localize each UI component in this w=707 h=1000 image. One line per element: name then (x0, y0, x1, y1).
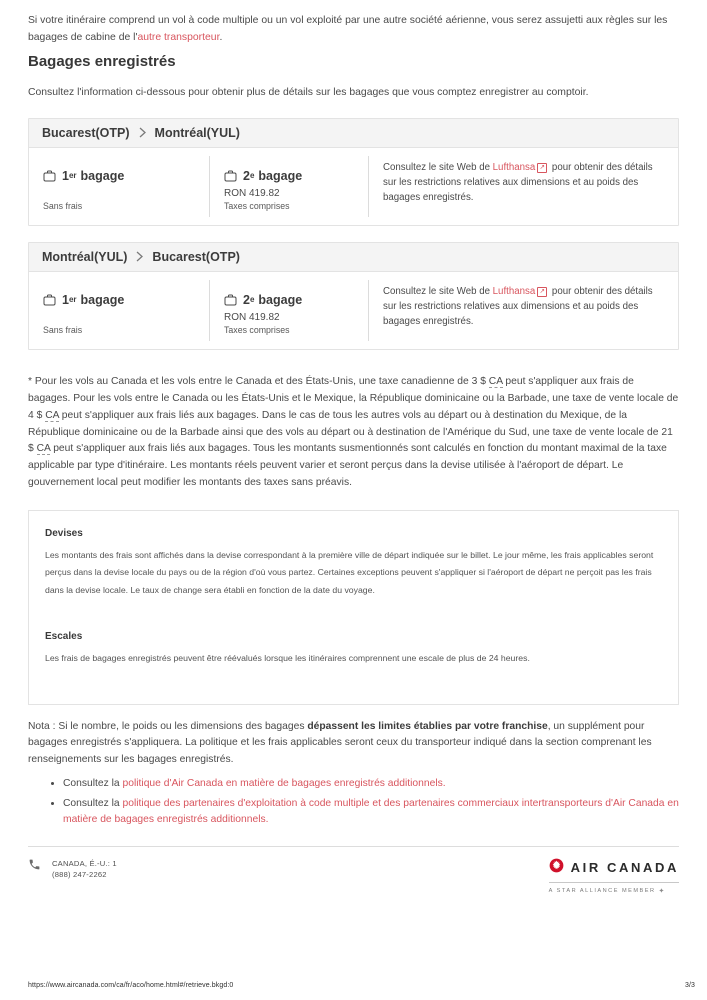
policy-link-list (28, 776, 679, 828)
text-segment: * Pour les vols au Canada et les vols entre le Canada et des États-Unis, une taxe canadienne de 3 $ (28, 375, 489, 387)
bag-note: Taxes comprises (224, 200, 290, 211)
tax-disclaimer (28, 374, 679, 492)
card-body (29, 148, 678, 225)
logo-wordmark: AIR CANADA (570, 860, 679, 876)
route-from: Bucarest(OTP) (42, 125, 130, 140)
carrier-info (368, 156, 678, 217)
bag-price (43, 312, 195, 324)
text-segment: Si votre itinéraire comprend un vol à code multiple ou un vol exploité par une autre société aérienne, vous serez assujetti aux règles sur les bagages de cabine de l' (28, 15, 668, 43)
maple-leaf-roundel-icon (549, 858, 564, 878)
text-segment: pour obtenir des détails sur les restrictions relatives aux dimensions et au poids des bagages enregistrés. (383, 285, 653, 327)
inline-link[interactable]: Lufthansa (492, 161, 536, 173)
chevron-right-icon (138, 127, 147, 138)
external-link-icon: ↗ (537, 287, 547, 297)
bag-number: 2 (243, 292, 250, 307)
star-alliance-text: A STAR ALLIANCE MEMBER (548, 887, 656, 894)
bag-price (43, 188, 195, 200)
print-page-number: 3/3 (684, 982, 695, 989)
second-bag-column (209, 280, 368, 341)
chevron-right-icon (135, 251, 144, 262)
bag-label: bagage (258, 168, 303, 183)
suitcase-icon (224, 294, 237, 306)
phone-contact (28, 858, 136, 881)
text-segment: CA (45, 409, 59, 421)
bag-number: 2 (243, 168, 250, 183)
stopovers-section (45, 631, 662, 667)
text-segment: peut s'appliquer aux frais liés aux bagages. Dans le cas de tous les autres vols au départ ou à destination du Mexique, de la République dominicaine ou de la Barbade ainsi que des vols au départ ou à destination de l'Amérique du Sud, une taxe de vente locale de 21 $ (28, 409, 673, 455)
text-segment: Consultez le site Web de (383, 285, 493, 297)
route-header (29, 243, 678, 272)
route-to: Montréal(YUL) (154, 125, 240, 140)
text-segment: Consultez le site Web de (383, 161, 493, 173)
text-segment: dépassent les limites établies par votre franchise (307, 720, 548, 732)
phone-number[interactable]: CANADA, É.-U.: 1 (888) 247-2262 (52, 858, 117, 879)
inline-link[interactable]: politique d'Air Canada en matière de bagages enregistrés additionnels. (122, 777, 446, 789)
print-footer (28, 982, 695, 989)
policy-link-item (63, 796, 679, 828)
bag-title: 2 e bagage (224, 293, 354, 307)
inline-link[interactable]: Lufthansa (492, 285, 536, 297)
text-segment: , un supplément pour bagages enregistrés s'appliquera. La politique et les frais applicables seront ceux du transporteur indiqué dans la section comprenant les renseignements sur les bagages enregistrés. (28, 720, 652, 766)
stopovers-body: Les frais de bagages enregistrés peuvent être réévalués lorsque les itinéraires comprennent une escale de plus de 24 heures. (45, 653, 530, 664)
lead-paragraph: Consultez l'information ci-dessous pour obtenir plus de détails sur les bagages que vous comptez enregistrer au comptoir. (28, 87, 589, 99)
baggage-card-outbound (28, 118, 679, 226)
air-canada-logo (549, 858, 679, 895)
currency-stopover-box (28, 510, 679, 705)
baggage-card-return (28, 242, 679, 350)
text-segment: . (219, 31, 223, 43)
currencies-section (45, 528, 662, 599)
text-segment: Nota : Si le nombre, le poids ou les dimensions des bagages (28, 720, 308, 732)
nota-paragraph (28, 719, 679, 769)
policy-link-item (63, 776, 679, 792)
bag-price: RON 419.82 (224, 311, 280, 323)
carrier-info (368, 280, 678, 341)
suitcase-icon (43, 294, 56, 306)
route-header (29, 119, 678, 148)
text-segment: Consultez la (63, 797, 123, 809)
currencies-title: Devises (45, 528, 83, 540)
currencies-body: Les montants des frais sont affichés dans la devise correspondant à la première ville de départ indiquée sur le billet. Le jour même, les frais applicables seront perçus dans la devise locale du pays ou de la région d'où vous partez. Certaines exceptions peuvent s'appliquer si l'aéroport de départ ne perçoit pas les frais dans la devise locale. Le taux de change sera établi en fonction de la date du voyage. (45, 550, 654, 595)
suitcase-icon (224, 170, 237, 182)
phone-icon (28, 858, 41, 876)
first-bag-column (29, 156, 209, 217)
bag-label: bagage (80, 292, 125, 307)
text-segment: peut s'appliquer aux frais de bagages. Pour les vols entre le Canada ou les États-Unis et le Mexique, la République dominicaine ou la Barbade, une taxe de vente locale de 4 $ (28, 375, 679, 421)
card-body (29, 272, 678, 349)
text-segment: CA (488, 375, 503, 387)
first-bag-column (29, 280, 209, 341)
inline-link[interactable]: autre transporteur (137, 31, 220, 43)
text-segment: CA (36, 443, 51, 455)
logo-row (549, 858, 679, 878)
page-title: Bagages enregistrés (28, 53, 176, 71)
footer-divider (28, 846, 679, 847)
text-segment: Consultez la (63, 777, 123, 789)
star-alliance-icon: ✦ (658, 887, 666, 895)
route-to: Bucarest(OTP) (152, 249, 240, 264)
bag-note: Sans frais (43, 324, 83, 335)
stopovers-title: Escales (45, 631, 83, 643)
external-link-icon: ↗ (537, 163, 547, 173)
bag-number: 1 (62, 292, 69, 307)
print-url: https://www.aircanada.com/ca/fr/aco/home.html#/retrieve.bkgd:0 (28, 982, 234, 989)
intro-paragraph (28, 13, 679, 46)
page-footer (28, 858, 679, 895)
bag-title: 1 er bagage (43, 169, 195, 183)
suitcase-icon (43, 170, 56, 182)
text-segment: peut s'appliquer aux frais liés aux bagages. Tous les montants susmentionnés sont calculés en fonction du montant maximal de la taxe applicable par type d'itinéraire. Les montants réels peuvent varier et seront perçus dans la devise utilisée à l'aéroport de départ. Le gouvernement local peut modifier les montants des taxes sans préavis. (28, 443, 667, 489)
text-segment: pour obtenir des détails sur les restrictions relatives aux dimensions et au poids des bagages enregistrés. (383, 161, 653, 203)
inline-link[interactable]: politique des partenaires d'exploitation à code multiple et des partenaires commerciaux intertransporteurs d'Air Canada en matière de bagages enregistrés additionnels. (63, 797, 679, 825)
bag-title: 1 er bagage (43, 293, 195, 307)
bag-price: RON 419.82 (224, 187, 280, 199)
star-alliance-line (549, 882, 679, 895)
bag-title: 2 e bagage (224, 169, 354, 183)
second-bag-column (209, 156, 368, 217)
bag-note: Taxes comprises (224, 324, 290, 335)
bag-label: bagage (258, 292, 303, 307)
route-from: Montréal(YUL) (42, 249, 128, 264)
bag-number: 1 (62, 168, 69, 183)
bag-label: bagage (80, 168, 125, 183)
bag-note: Sans frais (43, 200, 83, 211)
